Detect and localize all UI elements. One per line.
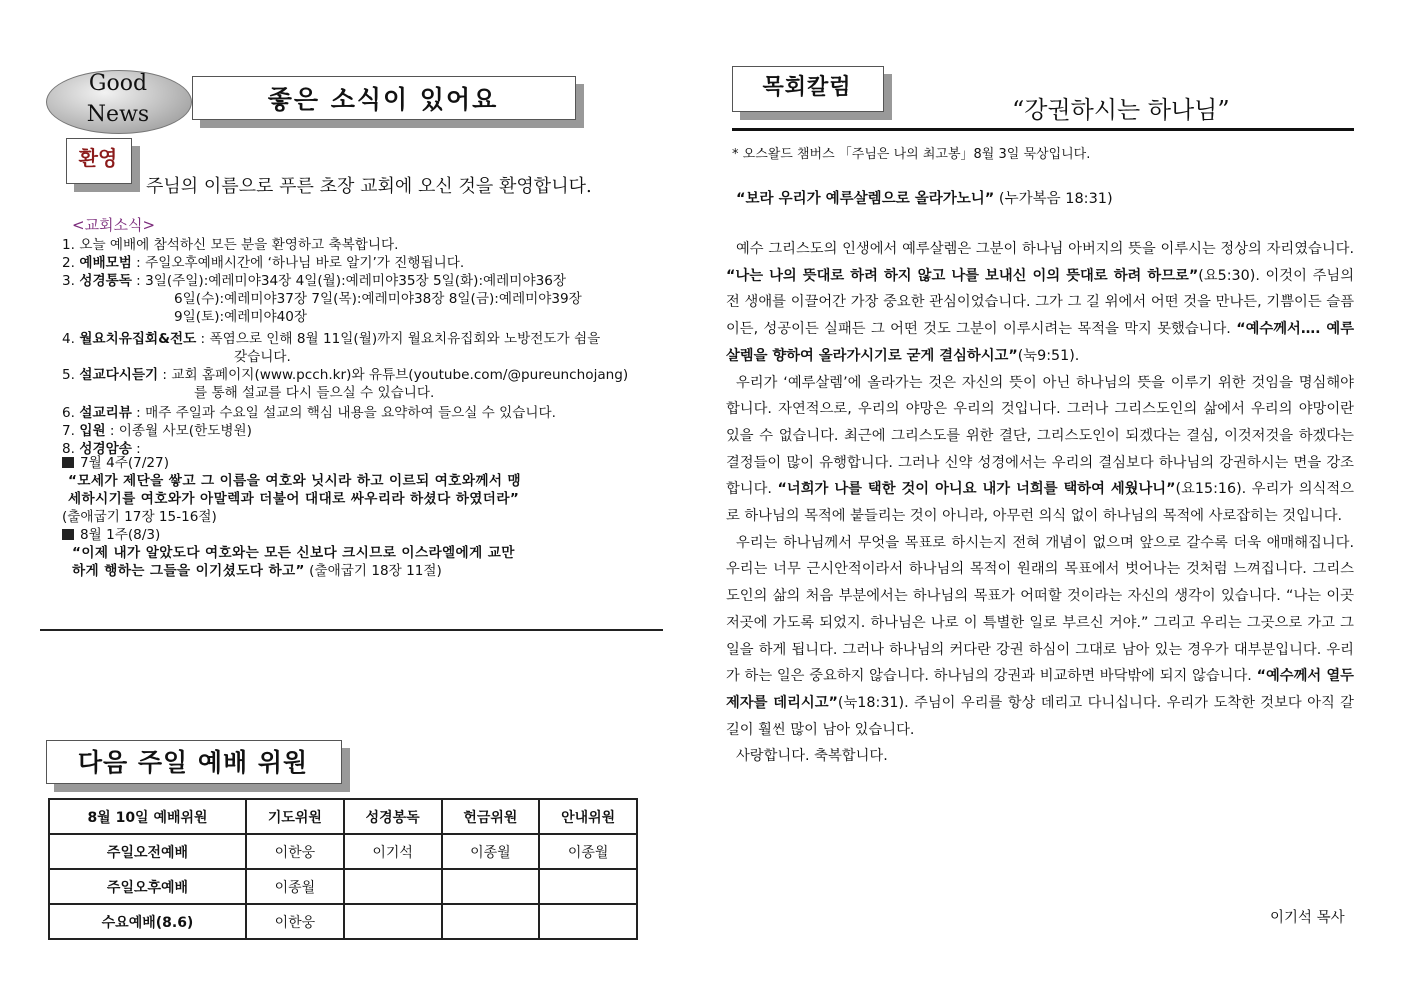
- lead-verse: “보라 우리가 예루살렘으로 올라가노니” (누가복음 18:31): [736, 191, 1113, 207]
- news-item-4: 4. 월요치유집회&전도 : 폭염으로 인해 8월 11일(월)까지 월요치유집회와 노방전도가 쉼을: [62, 331, 601, 347]
- paragraph-4: 사랑합니다. 축복합니다.: [736, 748, 888, 765]
- welcome-text: 주님의 이름으로 푸른 초장 교회에 오신 것을 환영합니다.: [146, 176, 592, 197]
- news-item-5: 5. 설교다시듣기 : 교회 홈페이지(www.pcch.kr)와 유튜브(youtube.com/@pureunchojang): [62, 367, 629, 383]
- news-item-7: 7. 입원 : 이종월 사모(한도병원): [62, 423, 252, 439]
- table-cell: 주일오후예배: [49, 869, 246, 904]
- news-list: [62, 236, 628, 458]
- welcome-label: 환영: [78, 146, 118, 170]
- memory-ref-1: (출애굽기 17장 15-16절): [62, 509, 217, 525]
- good-news-logo: Good News: [86, 71, 150, 127]
- memory-verse-2a: “이제 내가 알았도다 여호와는 모든 신보다 크시므로 이스라엘에게 교만: [72, 545, 515, 561]
- news-item-5-cont: 를 통해 설교를 다시 들으실 수 있습니다.: [194, 385, 435, 401]
- pastor-signature: 이기석 목사: [1270, 910, 1345, 926]
- news-item-6: 6. 설교리뷰 : 매주 주일과 수요일 설교의 핵심 내용을 요약하여 들으실 수 있습니다.: [62, 405, 556, 421]
- table-cell: 주일오전예배: [49, 834, 246, 869]
- table-cell: 이한웅: [246, 904, 344, 939]
- table-row: [49, 834, 637, 869]
- column-heading: “강권하시는 하나님”: [1012, 96, 1230, 124]
- paragraph-1: 예수 그리스도의 인생에서 예루살렘은 그분이 하나님 아버지의 뜻을 이루시는 정상의 자리였습니다. “나는 나의 뜻대로 하려 하지 않고 나를 보내신 이의 뜻대로 하려 하므로”(요5:30). 이것이 주님의 전 생애를 이끌어간 가장 중요한 관심이었습니다. 그가 그 길 위에서 어떤 것을 만나든, 기쁨이든 슬픔이든, 성공이든 실패든 그 어떤 것도 그분이 이루시려는 목적을 막지 못했습니다. “예수께서…. 예루살렘을 향하여 올라가시기로 굳게 결심하시고”(눅9:51).: [726, 241, 1355, 364]
- good-news-title: 좋은 소식이 있어요: [267, 85, 499, 114]
- column-label: 목회칼럼: [762, 75, 852, 100]
- table-cell: [539, 869, 637, 904]
- table-cell: [344, 869, 442, 904]
- table-cell: 이종월: [442, 834, 540, 869]
- table-cell: 수요예배(8.6): [49, 904, 246, 939]
- table-cell: [344, 904, 442, 939]
- table-header-row: [49, 799, 637, 834]
- table-cell: [442, 904, 540, 939]
- table-cell: 이기석: [344, 834, 442, 869]
- paragraph-2: 우리가 ‘예루살렘’에 올라가는 것은 자신의 뜻이 아닌 하나님의 뜻을 이루기 위한 것임을 명심해야 합니다. 자연적으로, 우리의 야망은 우리의 것입니다. 그러나 그리스도인의 삶에서 우리의 야망이란 있을 수 없습니다. 최근에 그리스도를 위한 결단, 그리스도인이 되겠다는 결심, 이것저것을 하겠다는 결정들이 많이 유행합니다. 그러나 신약 성경에서는 우리의 결심보다 하나님의 강권하시는 면을 강조합니다. “너희가 나를 택한 것이 아니요 내가 너희를 택하여 세웠나니”(요15:16). 우리가 의식적으로 하나님의 목적에 붙들리는 것이 아니라, 아무런 의식 없이 하나님의 목적에 사로잡히는 것입니다.: [726, 374, 1354, 525]
- table-cell: 이한웅: [246, 834, 344, 869]
- square-bullet-icon: [62, 457, 74, 468]
- news-item-3-cont: 6일(수):예레미야37장 7일(목):예레미야38장 8일(금):예레미야39장: [174, 291, 582, 307]
- next-service-title: 다음 주일 예배 위원: [77, 748, 309, 777]
- memory-verse-1b: 세하시기를 여호와가 아말렉과 더불어 대대로 싸우리라 하셨다 하였더라”: [68, 491, 520, 507]
- column-body: [726, 236, 1354, 770]
- memory-verse-1a: “모세가 제단을 쌓고 그 이름을 여호와 닛시라 하고 이르되 여호와께서 맹: [68, 473, 522, 489]
- table-cell: 이종월: [246, 869, 344, 904]
- table-cell: [539, 904, 637, 939]
- table-row: [49, 904, 637, 939]
- memory-week-1: 7월 4주(7/27): [62, 454, 521, 472]
- table-row: [49, 869, 637, 904]
- news-item-1: 1. 오늘 예배에 참석하신 모든 분을 환영하고 축복합니다.: [62, 237, 399, 253]
- table-cell: 이종월: [539, 834, 637, 869]
- table-header-cell: 기도위원: [246, 799, 344, 834]
- paragraph-3: 우리는 하나님께서 무엇을 목표로 하시는지 전혀 개념이 없으며 앞으로 갈수록 더욱 애매해집니다. 우리는 너무 근시안적이라서 하나님의 목적이 원래의 목표에서 벗어나는 것처럼 느껴집니다. 그리스도인의 삶의 처음 부분에서는 하나님의 목표가 어떠할 것이라는 자신의 생각이 있습니다. “나는 이곳저곳에 가도록 되었지. 하나님은 나로 이 특별한 일로 부르신 거야.” 그리고 우리는 그곳으로 가고 그 일을 하게 됩니다. 그러나 하나님의 커다란 강권 하심이 그대로 남아 있는 경우가 대부분입니다. 우리가 하는 일은 중요하지 않습니다. 하나님의 강권과 비교하면 바닥밖에 되지 않습니다. “예수께서 열두 제자를 데리시고”(눅18:31). 주님이 우리를 항상 데리고 다니십니다. 우리가 도착한 것보다 아직 갈 길이 훨씬 많이 남아 있습니다.: [726, 534, 1354, 738]
- memory-week-2: 8월 1주(8/3): [62, 526, 521, 544]
- news-item-3-cont2: 9일(토):예레미야40장: [174, 309, 308, 325]
- news-item-8: 8. 성경암송 :: [62, 441, 141, 457]
- memory-verse-2b: 하게 행하는 그들을 이기셨도다 하고” (출애굽기 18장 11절): [72, 563, 442, 579]
- square-bullet-icon: [62, 529, 74, 540]
- news-item-2: 2. 예배모범 : 주일오후예배시간에 ‘하나님 바로 알기’가 진행됩니다.: [62, 255, 465, 271]
- table-header-cell: 8월 10일 예배위원: [49, 799, 246, 834]
- table-header-cell: 헌금위원: [442, 799, 540, 834]
- news-section-title: <교회소식>: [72, 216, 156, 234]
- right-divider: [732, 128, 1354, 131]
- table-header-cell: 안내위원: [539, 799, 637, 834]
- news-item-4-cont: 갖습니다.: [234, 349, 291, 365]
- memory-verses: [62, 454, 521, 580]
- table-header-cell: 성경봉독: [344, 799, 442, 834]
- table-cell: [442, 869, 540, 904]
- service-schedule-table: [48, 798, 638, 940]
- left-divider: [40, 629, 663, 631]
- source-note: * 오스왈드 챔버스 「주님은 나의 최고봉」8월 3일 묵상입니다.: [732, 147, 1091, 162]
- news-item-3: 3. 성경통독 : 3일(주일):예레미야34장 4일(월):예레미야35장 5일(화):예레미야36장: [62, 273, 566, 289]
